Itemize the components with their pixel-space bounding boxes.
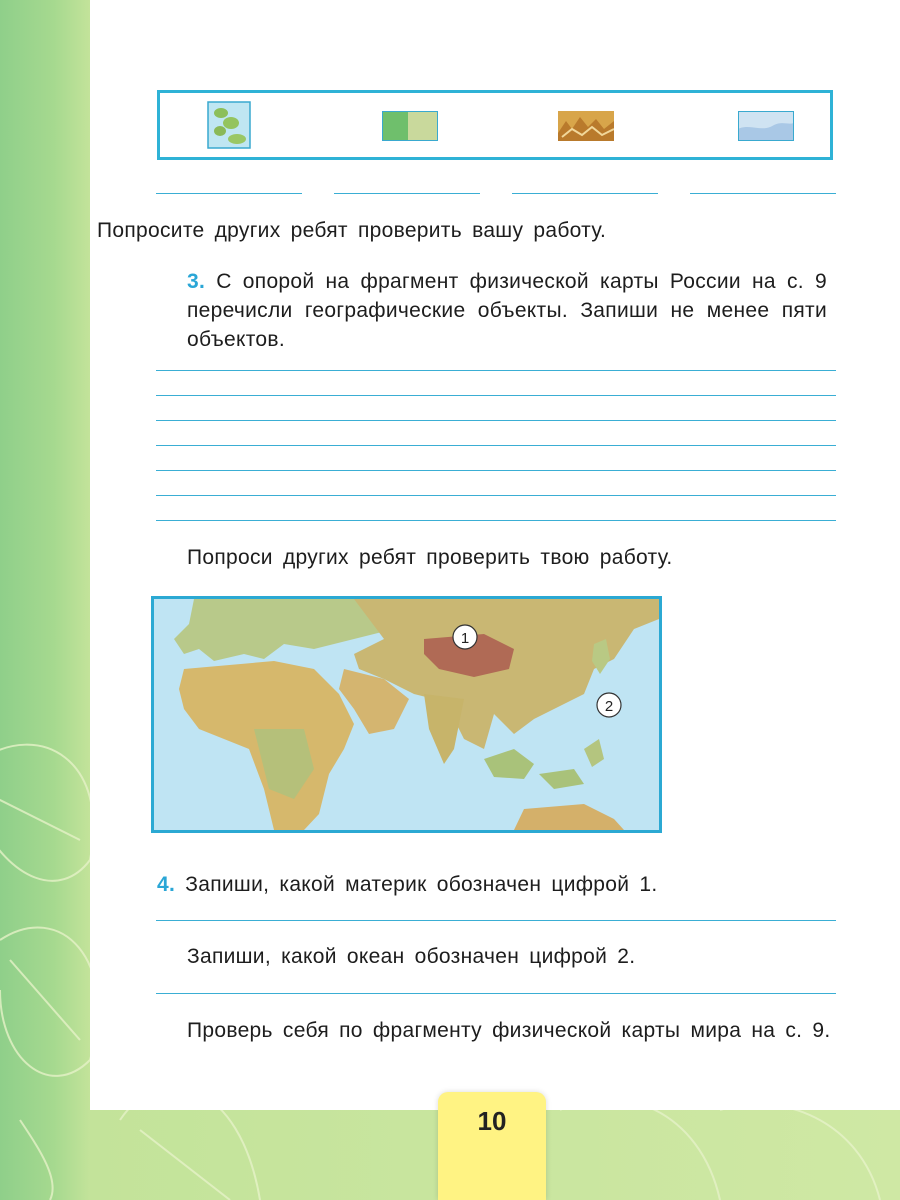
task4-number: 4. [157,873,176,896]
task4-answer-line-1[interactable] [156,920,836,921]
task3-answer-line-1[interactable] [156,370,836,371]
task4-question-2: Запиши, какой океан обозначен цифрой 2. [187,945,636,968]
ocean-tile-icon [738,111,794,141]
task3-answer-line-5[interactable] [156,470,836,471]
map-graphic [154,599,659,830]
texture-tiles-box [157,90,833,160]
task4-self-check: Проверь себя по фрагменту физической карты мира на с. 9. [187,1019,831,1042]
task3-body: С опорой на фрагмент физической карты России на с. 9 перечисли географические объекты. Запиши не менее пяти объектов. [187,270,828,351]
map-marker-2: 2 [604,698,614,715]
task2-check-prompt: Попросите других ребят проверить вашу работу. [97,219,607,242]
task3-number: 3. [187,270,206,293]
tile-answer-line-4[interactable] [690,193,836,194]
lowland-tile-icon [382,111,438,141]
task3-answer-line-4[interactable] [156,445,836,446]
page-number-badge [438,1092,546,1200]
task3-text [187,267,827,354]
task3-answer-line-2[interactable] [156,395,836,396]
task4-question-1 [157,870,807,899]
task4-answer-line-2[interactable] [156,993,836,994]
task3-answer-line-6[interactable] [156,495,836,496]
task3-check-prompt: Попроси других ребят проверить твою работу. [187,546,673,569]
mountains-tile-icon [558,111,614,141]
tile-answer-line-2[interactable] [334,193,480,194]
task3-answer-line-7[interactable] [156,520,836,521]
task3-answer-line-3[interactable] [156,420,836,421]
tile-answer-line-3[interactable] [512,193,658,194]
task4-question-1-text: Запиши, какой материк обозначен цифрой 1. [185,873,658,896]
page-number: 10 [477,1106,507,1136]
physical-map [151,596,662,833]
tile-answer-line-1[interactable] [156,193,302,194]
map-marker-1: 1 [460,630,470,647]
islands-tile-icon [207,101,251,149]
